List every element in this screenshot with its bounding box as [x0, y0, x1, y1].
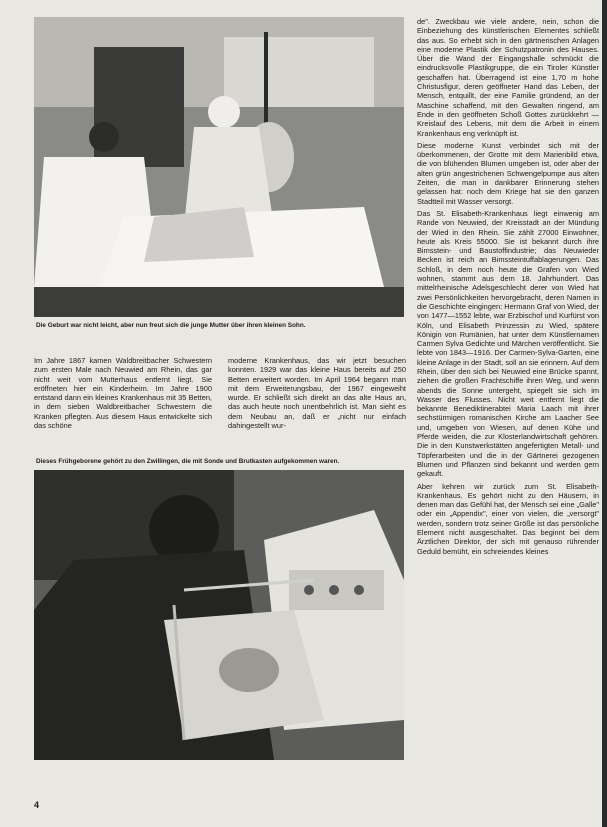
article-column-right [417, 17, 599, 797]
paragraph: de". Zweckbau wie viele andere, nein, schon die Einbeziehung des künstlerischen Elementes schließt das aus. So erhebt sich in den gärtnerischen Anlagen eine moderne Plastik der Schutzpatronin des Hauses. Über die Wand der Eingangshalle schmückt die eindrucksvolle Plastikgruppe, die ein Tiroler Künstler geschaffen hat. Überragend ist eine 1,70 m hohe Christusfigur, deren geöffneter Hand das Leben, der Mensch, entquillt, der eine Familie gründend, an der Maschine schaffend, mit den Gewalten ringend, am Ende in den geöffneten Schoß Gottes zurückkehrt — Kreislauf des Lebens, mit dem die Arbeit in einem Krankenhaus eng verknüpft ist. [417, 17, 599, 138]
page-number: 4 [34, 800, 40, 810]
paragraph: Das St. Elisabeth-Krankenhaus liegt einwenig am Rande von Neuwied, der Kreisstadt an der Mündung der Wied in den Rhein. Sie zählt 27000 Einwohner, heute als Kreis 55000. Sie ist bekannt durch ihre Bimsstein- und Baustoffindustrie; das Neuwieder Becken ist reich an Bimssteintuffablagerungen. Das Schloß, in dem noch heute die Grafen von Wied wohnen, stammt aus dem 18. Jahrhundert. Das mittelrheinische Adelsgeschlecht derer von Wied hat zwei Persönlichkeiten hervorgebracht, deren Namen in die Geschichte eingingen: Hermann Graf von Wied, der von 1477—1552 lebte, war Erzbischof und Kurfürst von Köln, und Elisabeth Prinzessin zu Wied, spätere Königin von Rumänien, hat unter dem Künstlernamen Carmen Sylva Gedichte und Märchen veröffentlicht. Sie lebte von 1843—1916. Der Carmen-Sylva-Garten, eine kleine Anlage in der Stadt, soll an sie erinnern. Auf dem Rhein, über den sich bei Neuwied eine Brücke spannt, ziehen die großen Frachtschiffe ihren Weg, und wenn abends die Sonne untergeht, spiegelt sie sich im Wasser des Flusses. Nicht weit entfernt liegt die bekannte Benediktinerabtei Maria Laach mit ihrer sechstürmigen romanischen Kirche am Laacher See und, umgeben von Wiesen, auf denen Kühe und Pferde weiden, die zur Klosterlandwirtschaft gehören. Die in den Kunstwerkstätten angefertigten Metall- und Töpferarbeiten und die in der Gärtnerei gezogenen Blumen und Pflanzen sind bekannt und werden gern gekauft. [417, 208, 599, 479]
paragraph: Aber kehren wir zurück zum St. Elisabeth-Krankenhaus. Es gehört nicht zu den Häusern, in denen man das Gefühl hat, der Mensch sei eine „Galle" oder ein „Appendix", einer von vielen, die „versorgt" werden, sondern trotz seiner Größe ist das persönliche Element nicht ausgeschaltet. Das beginnt bei dem Ärztlichen Direktor, der sich mit genauso rührender Geduld bemüht, ein schreiendes kleines [417, 481, 599, 556]
photo-incubator-baby [34, 470, 404, 760]
caption-top-photo: Die Geburt war nicht leicht, aber nun freut sich die junge Mutter über ihren kleinen Sohn. [36, 322, 306, 329]
paragraph: Diese moderne Kunst verbindet sich mit der überkommenen, der Grotte mit dem Marienbild etwa, die von blühenden Blumen umgeben ist, oder aber der alten grün angestrichenen Schwengelpumpe aus alten Zeiten, die man in dankbarer Erinnerung stehen gelassen hat: noch dem Kriege hat sie den ganzen Stadtteil mit Wasser versorgt. [417, 140, 599, 206]
paragraph: Im Jahre 1867 kamen Waldbreitbacher Schwestern zum ersten Male nach Neuwied am Rhein, das gar nicht weit vom Mutterhaus entfernt liegt. Sie eröffneten hier ein Kinderheim. Im Jahre 1900 entstand dann ein kleines Krankenhaus mit 35 Betten, in dem sieben Waldbreitbacher Schwestern die Kranken pflegten. Aus diesem Haus entwickelte sich das schöne [34, 356, 212, 431]
caption-bottom-photo: Dieses Frühgeborene gehört zu den Zwillingen, die mit Sonde und Brutkasten aufgekommen waren. [36, 458, 340, 465]
article-column-left [34, 356, 212, 456]
paragraph: moderne Krankenhaus, das wir jetzt besuchen konnten. 1929 war das kleine Haus bereits auf 250 Betten erweitert worden. Im April 1964 begann man mit dem Erweiterungsbau, der 1967 eingeweiht wurde. Er schließt sich direkt an das alte Haus an, das auch heute noch unentbehrlich ist. Man sieht es dem Neubau an, daß er „nicht nur einfach dahingestellt wur- [228, 356, 406, 431]
scan-edge [602, 0, 607, 827]
photo-mother-with-nurses [34, 17, 404, 317]
article-column-middle [228, 356, 406, 456]
